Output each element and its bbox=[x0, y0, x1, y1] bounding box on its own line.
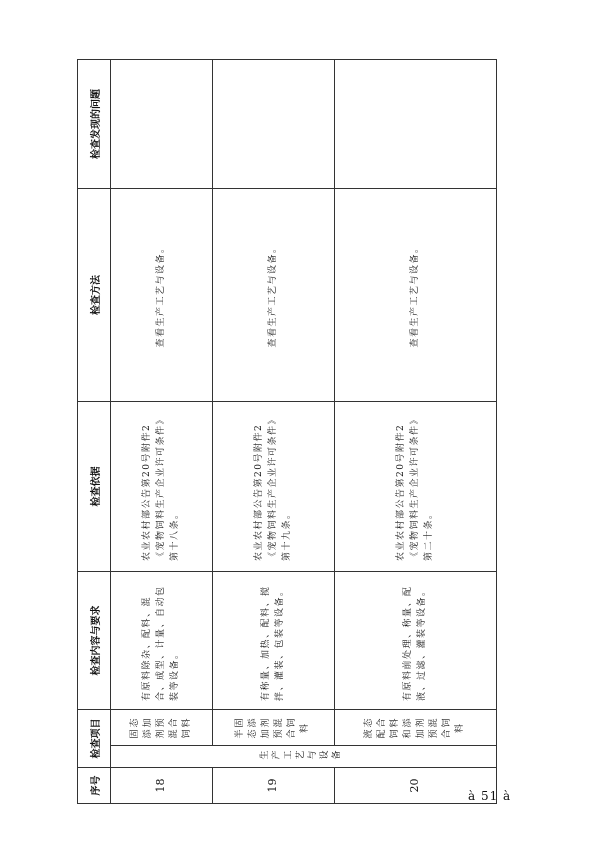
group-cell bbox=[111, 746, 497, 768]
table-row bbox=[334, 60, 496, 804]
inspection-table bbox=[77, 59, 497, 804]
item-cell bbox=[334, 710, 496, 746]
table-row bbox=[212, 60, 334, 804]
basis-cell: 农业农村部公告第20号附件2《宠物饲料生产企业许可条件》第十八条。 bbox=[111, 402, 213, 572]
problems-cell[interactable] bbox=[212, 60, 334, 189]
row-number: 18 bbox=[111, 768, 213, 804]
row-number: 20 bbox=[334, 768, 496, 804]
requirement-cell: 有原料除杂、配料、混合、成型、计量、自动包装等设备。 bbox=[111, 572, 213, 710]
item-cell bbox=[111, 710, 213, 746]
basis-cell: 农业农村部公告第20号附件2《宠物饲料生产企业许可条件》第二十条。 bbox=[334, 402, 496, 572]
table-header-row bbox=[78, 60, 111, 804]
header-basis: 检查依据 bbox=[78, 402, 111, 572]
row-number: 19 bbox=[212, 768, 334, 804]
method-cell: 查看生产工艺与设备。 bbox=[334, 189, 496, 402]
method-cell: 查看生产工艺与设备。 bbox=[212, 189, 334, 402]
basis-cell: 农业农村部公告第20号附件2《宠物饲料生产企业许可条件》第十九条。 bbox=[212, 402, 334, 572]
header-project: 检查项目 bbox=[78, 710, 111, 768]
header-requirement: 检查内容与要求 bbox=[78, 572, 111, 710]
problems-cell[interactable] bbox=[334, 60, 496, 189]
requirement-cell: 有称量、加热、配料、搅拌、灌装、包装等设备。 bbox=[212, 572, 334, 710]
header-method: 检查方法 bbox=[78, 189, 111, 402]
method-cell: 查看生产工艺与设备。 bbox=[111, 189, 213, 402]
item-label: 液态配合饲料和添加剂预混合饲料 bbox=[364, 716, 466, 739]
header-no: 序号 bbox=[78, 768, 111, 804]
rotated-table-sheet bbox=[77, 60, 497, 804]
header-problems: 检查发现的问题 bbox=[78, 60, 111, 189]
problems-cell[interactable] bbox=[111, 60, 213, 189]
group-label: 生产工艺与设备 bbox=[259, 751, 343, 762]
table-row bbox=[111, 60, 213, 804]
page-number: à 51 à bbox=[468, 789, 512, 803]
item-label: 固态添加剂预混合饲料 bbox=[129, 716, 192, 739]
item-cell bbox=[212, 710, 334, 746]
item-label: 半固态添加剂预混合饲料 bbox=[235, 716, 311, 739]
requirement-cell: 有原料前处理、称量、配液、过滤、灌装等设备。 bbox=[334, 572, 496, 710]
